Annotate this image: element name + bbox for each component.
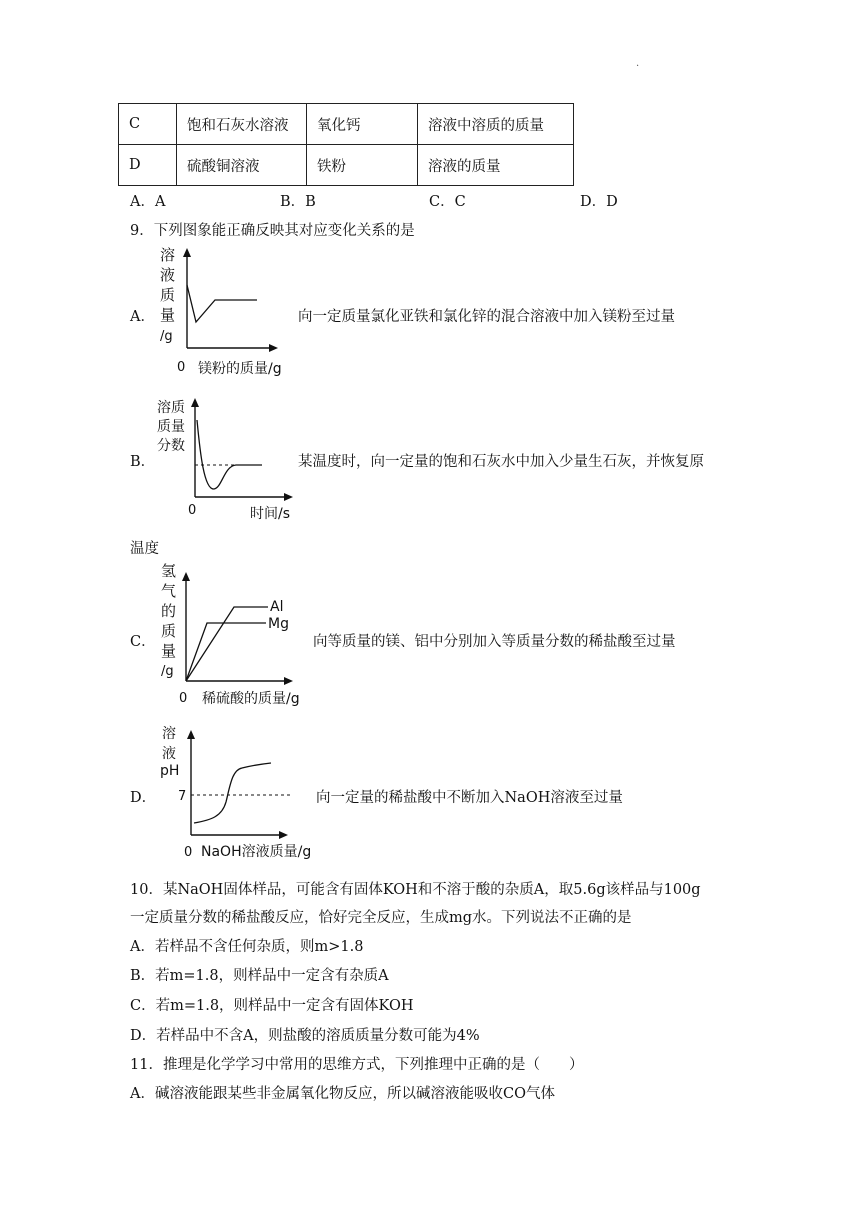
q9-d-text: 向一定量的稀盐酸中不断加入NaOH溶液至过量 <box>316 790 623 806</box>
y-axis-char: 液 <box>162 746 176 762</box>
y-axis-char: /g <box>161 664 174 679</box>
q9-c-graph <box>150 560 315 710</box>
q9-stem: 9．下列图象能正确反映其对应变化关系的是 <box>130 223 415 239</box>
q8-option-b: B．B <box>280 194 316 210</box>
q10-stem-2: 一定质量分数的稀盐酸反应，恰好完全反应，生成mg水。下列说法不正确的是 <box>130 910 632 926</box>
x-axis-label: 稀硫酸的质量/g <box>202 691 300 707</box>
y-axis-char: 质 <box>160 286 176 304</box>
curve <box>187 285 257 322</box>
y-axis-char: 溶 <box>162 726 176 742</box>
table-row <box>119 104 574 145</box>
x-axis-label: NaOH溶液质量/g <box>201 844 312 860</box>
q9-a-text: 向一定质量氯化亚铁和氯化锌的混合溶液中加入镁粉至过量 <box>298 309 675 325</box>
curve <box>194 763 271 823</box>
y-axis-char: 液 <box>160 266 176 284</box>
x-arrow <box>284 493 293 501</box>
table-row <box>119 145 574 186</box>
q8-table <box>118 103 574 186</box>
q8-option-d: D．D <box>580 194 618 210</box>
q10-option-b: B．若m=1.8，则样品中一定含有杂质A <box>130 968 389 984</box>
table-cell: 硫酸铜溶液 <box>177 145 307 186</box>
q9-d-graph <box>150 722 325 867</box>
series-label-mg: Mg <box>268 616 289 632</box>
q10-option-d: D．若样品中不含A，则盐酸的溶质质量分数可能为4% <box>130 1028 480 1044</box>
q8-option-c: C．C <box>429 194 466 210</box>
q10-option-a: A．若样品不含任何杂质，则m>1.8 <box>130 939 364 955</box>
y-axis-char: 气 <box>161 582 177 600</box>
y-arrow <box>183 248 191 257</box>
q9-b-label: B． <box>130 454 156 470</box>
q9-b-text-cont: 温度 <box>130 541 159 557</box>
x-axis-label: 镁粉的质量/g <box>198 361 282 377</box>
y-axis-char: 质 <box>161 622 177 640</box>
origin-label: 0 <box>184 845 193 860</box>
y-axis-char: pH <box>160 763 180 779</box>
table-cell: D <box>119 145 177 186</box>
x-arrow <box>284 677 293 685</box>
table-cell: C <box>119 104 177 145</box>
y-axis-char: 氢 <box>161 562 177 580</box>
y-axis-char: 量 <box>160 306 176 324</box>
y-arrow <box>187 730 195 739</box>
series-label-al: Al <box>270 599 284 615</box>
y-axis-char: 量 <box>161 642 177 660</box>
q9-a-graph <box>150 240 300 380</box>
q10-stem-1: 10．某NaOH固体样品，可能含有固体KOH和不溶于酸的杂质A，取5.6g该样品与100g <box>130 882 701 898</box>
q9-c-label: C． <box>130 634 156 650</box>
table-cell: 饱和石灰水溶液 <box>177 104 307 145</box>
q8-option-a: A．A <box>130 194 166 210</box>
origin-label: 0 <box>188 503 197 518</box>
table-cell: 溶液中溶质的质量 <box>418 104 574 145</box>
x-arrow <box>279 831 288 839</box>
series-line-mg <box>186 623 266 681</box>
q11-option-a: A．碱溶液能跟某些非金属氧化物反应，所以碱溶液能吸收CO气体 <box>130 1086 555 1102</box>
y-axis-char: /g <box>160 329 173 344</box>
q9-a-label: A． <box>130 309 155 325</box>
x-arrow <box>269 344 278 352</box>
y-axis-char: 溶质 <box>157 400 185 416</box>
y-axis-char: 质量 <box>157 419 185 435</box>
q11-stem: 11．推理是化学学习中常用的思维方式，下列推理中正确的是（ ） <box>130 1057 584 1073</box>
series-line-al <box>186 607 268 681</box>
q9-b-graph <box>150 392 305 527</box>
q9-c-text: 向等质量的镁、铝中分别加入等质量分数的稀盐酸至过量 <box>313 634 676 650</box>
table-cell: 溶液的质量 <box>418 145 574 186</box>
table-cell: 铁粉 <box>307 145 418 186</box>
x-axis-label: 时间/s <box>250 506 291 522</box>
y-axis-char: 的 <box>161 602 177 620</box>
q9-d-label: D． <box>130 790 157 806</box>
curve <box>197 420 262 489</box>
q9-b-text: 某温度时，向一定量的饱和石灰水中加入少量生石灰，并恢复原 <box>298 454 704 470</box>
y-axis-char: 分数 <box>157 438 185 454</box>
origin-label: 0 <box>179 691 188 706</box>
y-arrow <box>182 572 190 581</box>
q10-option-c: C．若m=1.8，则样品中一定含有固体KOH <box>130 998 414 1014</box>
origin-label: 0 <box>177 360 186 375</box>
y-axis-char: 溶 <box>160 246 176 264</box>
page-mark: . <box>636 58 640 69</box>
y-arrow <box>191 398 199 407</box>
table-cell: 氧化钙 <box>307 104 418 145</box>
y-tick-label: 7 <box>178 789 187 804</box>
